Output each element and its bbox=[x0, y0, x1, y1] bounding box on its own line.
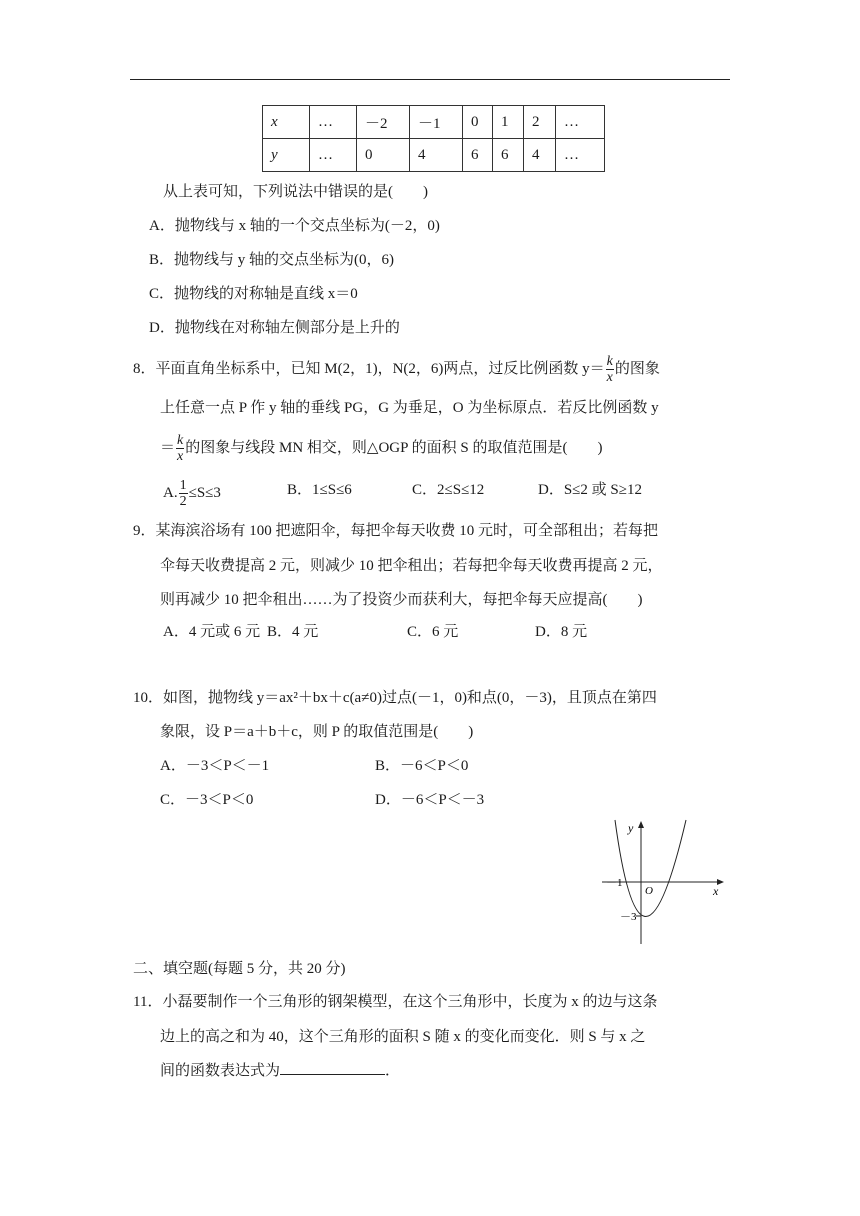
x-axis-label: x bbox=[713, 884, 719, 898]
table-cell: 1 bbox=[493, 106, 524, 139]
table-cell: 4 bbox=[524, 139, 556, 172]
header-rule bbox=[130, 79, 730, 80]
fraction-k-over-x bbox=[176, 433, 184, 464]
q10-line-1: 10．如图，抛物线 y＝ax²＋bx＋c(a≠0)过点(－1，0)和点(0，－3)，且顶点在第四 bbox=[133, 690, 657, 706]
q8-line-3-text: 的图象与线段 MN 相交，则△OGP 的面积 S 的取值范围是( ) bbox=[185, 439, 603, 456]
q10-option-c: C．－3＜P＜0 bbox=[160, 792, 254, 808]
q10-option-a: A．－3＜P＜－1 bbox=[160, 758, 270, 774]
table-cell: … bbox=[556, 106, 605, 139]
q8-line-1-tail: 的图象 bbox=[614, 360, 660, 377]
x-tick-label: －1 bbox=[606, 877, 623, 889]
q9-line-2: 伞每天收费提高 2 元，则减少 10 把伞租出；若每把伞每天收费再提高 2 元， bbox=[160, 558, 663, 574]
q8-option-d: D．S≤2 或 S≥12 bbox=[538, 482, 642, 498]
table-cell: 6 bbox=[463, 139, 493, 172]
fraction-denominator: x bbox=[606, 370, 613, 385]
table-cell: … bbox=[556, 139, 605, 172]
answer-blank[interactable] bbox=[280, 1060, 385, 1075]
q7-option-b: B．抛物线与 y 轴的交点坐标为(0，6) bbox=[149, 252, 394, 268]
q11-line-3-text: 间的函数表达式为 bbox=[160, 1063, 281, 1079]
parabola-graph bbox=[592, 814, 732, 950]
q8-line-3-eq: ＝ bbox=[160, 439, 176, 456]
q11-line-3-end: ． bbox=[385, 1063, 401, 1079]
section-heading: 二、填空题(每题 5 分，共 20 分) bbox=[133, 961, 346, 977]
q8-option-a bbox=[163, 478, 221, 509]
q7-stem: 从上表可知，下列说法中错误的是( ) bbox=[163, 184, 428, 200]
table-cell: x bbox=[263, 106, 310, 139]
q8-option-c: C．2≤S≤12 bbox=[412, 482, 485, 498]
q9-option-c: C．6 元 bbox=[407, 624, 459, 640]
table-row-y bbox=[263, 139, 605, 172]
fraction-one-half bbox=[179, 478, 188, 509]
q11-line-1: 11．小磊要制作一个三角形的钢架模型，在这个三角形中，长度为 x 的边与这条 bbox=[133, 994, 658, 1010]
q8-line-1 bbox=[133, 354, 660, 385]
q8-option-b: B．1≤S≤6 bbox=[287, 482, 352, 498]
q9-line-1: 9．某海滨浴场有 100 把遮阳伞，每把伞每天收费 10 元时，可全部租出；若每把 bbox=[133, 523, 659, 539]
q8-line-2: 上任意一点 P 作 y 轴的垂线 PG，G 为垂足，O 为坐标原点．若反比例函数 y bbox=[160, 400, 659, 416]
q11-line-3 bbox=[160, 1060, 400, 1081]
fraction-k-over-x bbox=[606, 354, 614, 385]
table-cell: 0 bbox=[357, 139, 410, 172]
fraction-numerator: k bbox=[606, 354, 613, 369]
table-cell: －2 bbox=[357, 106, 410, 139]
q11-line-2: 边上的高之和为 40，这个三角形的面积 S 随 x 的变化而变化．则 S 与 x 之 bbox=[160, 1029, 646, 1045]
table-cell: … bbox=[310, 139, 357, 172]
q8-line-3 bbox=[160, 433, 602, 464]
q10-option-d: D．－6＜P＜－3 bbox=[375, 792, 485, 808]
q8-line-1-text: 8．平面直角坐标系中，已知 M(2，1)，N(2，6)两点，过反比例函数 y＝ bbox=[133, 360, 605, 377]
q9-option-b: B．4 元 bbox=[267, 624, 319, 640]
y-tick-label: －3 bbox=[620, 911, 637, 923]
table-cell: 6 bbox=[493, 139, 524, 172]
table-cell: 4 bbox=[410, 139, 463, 172]
table-cell: 2 bbox=[524, 106, 556, 139]
q9-option-d: D．8 元 bbox=[535, 624, 588, 640]
table-row-x bbox=[263, 106, 605, 139]
y-axis-label: y bbox=[628, 821, 634, 835]
fraction-denominator: 2 bbox=[179, 494, 187, 509]
table-cell: －1 bbox=[410, 106, 463, 139]
y-axis-arrow bbox=[638, 821, 644, 828]
fraction-numerator: 1 bbox=[179, 478, 187, 493]
q9-option-a: A．4 元或 6 元 bbox=[163, 624, 261, 640]
q9-line-3: 则再减少 10 把伞租出……为了投资少而获利大，每把伞每天应提高( ) bbox=[160, 592, 643, 608]
table-cell: 0 bbox=[463, 106, 493, 139]
fraction-denominator: x bbox=[177, 449, 184, 464]
parabola-curve bbox=[615, 820, 686, 917]
table-cell: … bbox=[310, 106, 357, 139]
q10-line-2: 象限，设 P＝a＋b＋c，则 P 的取值范围是( ) bbox=[160, 724, 474, 740]
q10-option-b: B．－6＜P＜0 bbox=[375, 758, 469, 774]
value-table bbox=[262, 105, 605, 172]
q7-option-c: C．抛物线的对称轴是直线 x＝0 bbox=[149, 286, 358, 302]
q8-option-a-text: ≤S≤3 bbox=[188, 484, 221, 501]
q7-option-a: A．抛物线与 x 轴的一个交点坐标为(－2，0) bbox=[149, 218, 440, 234]
origin-label: O bbox=[645, 885, 653, 897]
table-cell: y bbox=[263, 139, 310, 172]
q7-option-d: D．抛物线在对称轴左侧部分是上升的 bbox=[149, 320, 400, 336]
fraction-numerator: k bbox=[177, 433, 184, 448]
q8-option-a-letter: A. bbox=[163, 484, 178, 501]
